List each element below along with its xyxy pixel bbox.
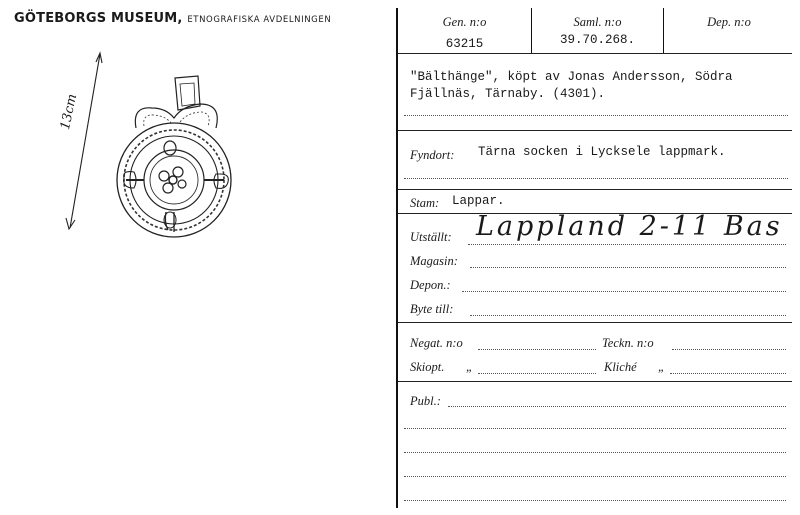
gen-no-value: 63215 (445, 37, 484, 51)
byte-label: Byte till: (410, 302, 454, 316)
magasin-dots (470, 267, 786, 268)
museum-name: GÖTEBORGS MUSEUM, (14, 11, 183, 26)
museum-header (14, 11, 331, 26)
magasin-label: Magasin: (410, 254, 458, 268)
publ-dots-5 (404, 500, 786, 501)
utstallt-label: Utställt: (410, 230, 452, 244)
belt-pendant-drawing-icon (108, 70, 242, 248)
skiopt-dots (478, 373, 596, 374)
kliche-ditto: „ (658, 360, 665, 374)
kliche-dots (670, 373, 786, 374)
description-rule (398, 130, 792, 131)
publ-dots-4 (404, 476, 786, 477)
fyndort-value: Tärna socken i Lycksele lappmark. (478, 145, 726, 159)
header-rule (398, 53, 792, 54)
kliche-label: Kliché (604, 360, 637, 374)
saml-no-label: Saml. n:o (573, 15, 622, 29)
size-note: 13cm (58, 92, 81, 132)
stam-label: Stam: (410, 196, 440, 210)
teckn-label: Teckn. n:o (602, 336, 654, 350)
fyndort-rule (398, 189, 792, 190)
description-dots-1 (404, 115, 788, 116)
publ-dots-3 (404, 452, 786, 453)
fyndort-dots (404, 178, 788, 179)
stam-value: Lappar. (452, 194, 505, 208)
byte-rule (398, 322, 792, 323)
negat-dots (478, 349, 596, 350)
skiopt-ditto: „ (466, 360, 473, 374)
department-name: ETNOGRAFISKA AVDELNINGEN (187, 15, 332, 25)
teckn-dots (672, 349, 786, 350)
byte-dots (470, 315, 786, 316)
skiopt-rule (398, 381, 792, 382)
publ-dots-1 (448, 406, 786, 407)
utstallt-dots (468, 244, 786, 245)
description-line-1: "Bälthänge", köpt av Jonas Andersson, Södra (410, 70, 733, 84)
publ-label: Publ.: (410, 394, 441, 408)
utstallt-value: Lappland 2-11 Bas (476, 211, 783, 242)
fyndort-label: Fyndort: (410, 148, 455, 162)
card-left-border (396, 8, 398, 508)
description-line-2: Fjällnäs, Tärnaby. (4301). (410, 87, 606, 101)
depon-label: Depon.: (410, 278, 451, 292)
depon-dots (462, 291, 786, 292)
negat-label: Negat. n:o (410, 336, 463, 350)
skiopt-label: Skiopt. (410, 360, 445, 374)
dep-no-label: Dep. n:o (707, 15, 751, 29)
size-arrow-icon (58, 48, 108, 234)
publ-dots-2 (404, 428, 786, 429)
gen-no-label: Gen. n:o (442, 15, 487, 29)
saml-no-value: 39.70.268. (559, 33, 635, 47)
